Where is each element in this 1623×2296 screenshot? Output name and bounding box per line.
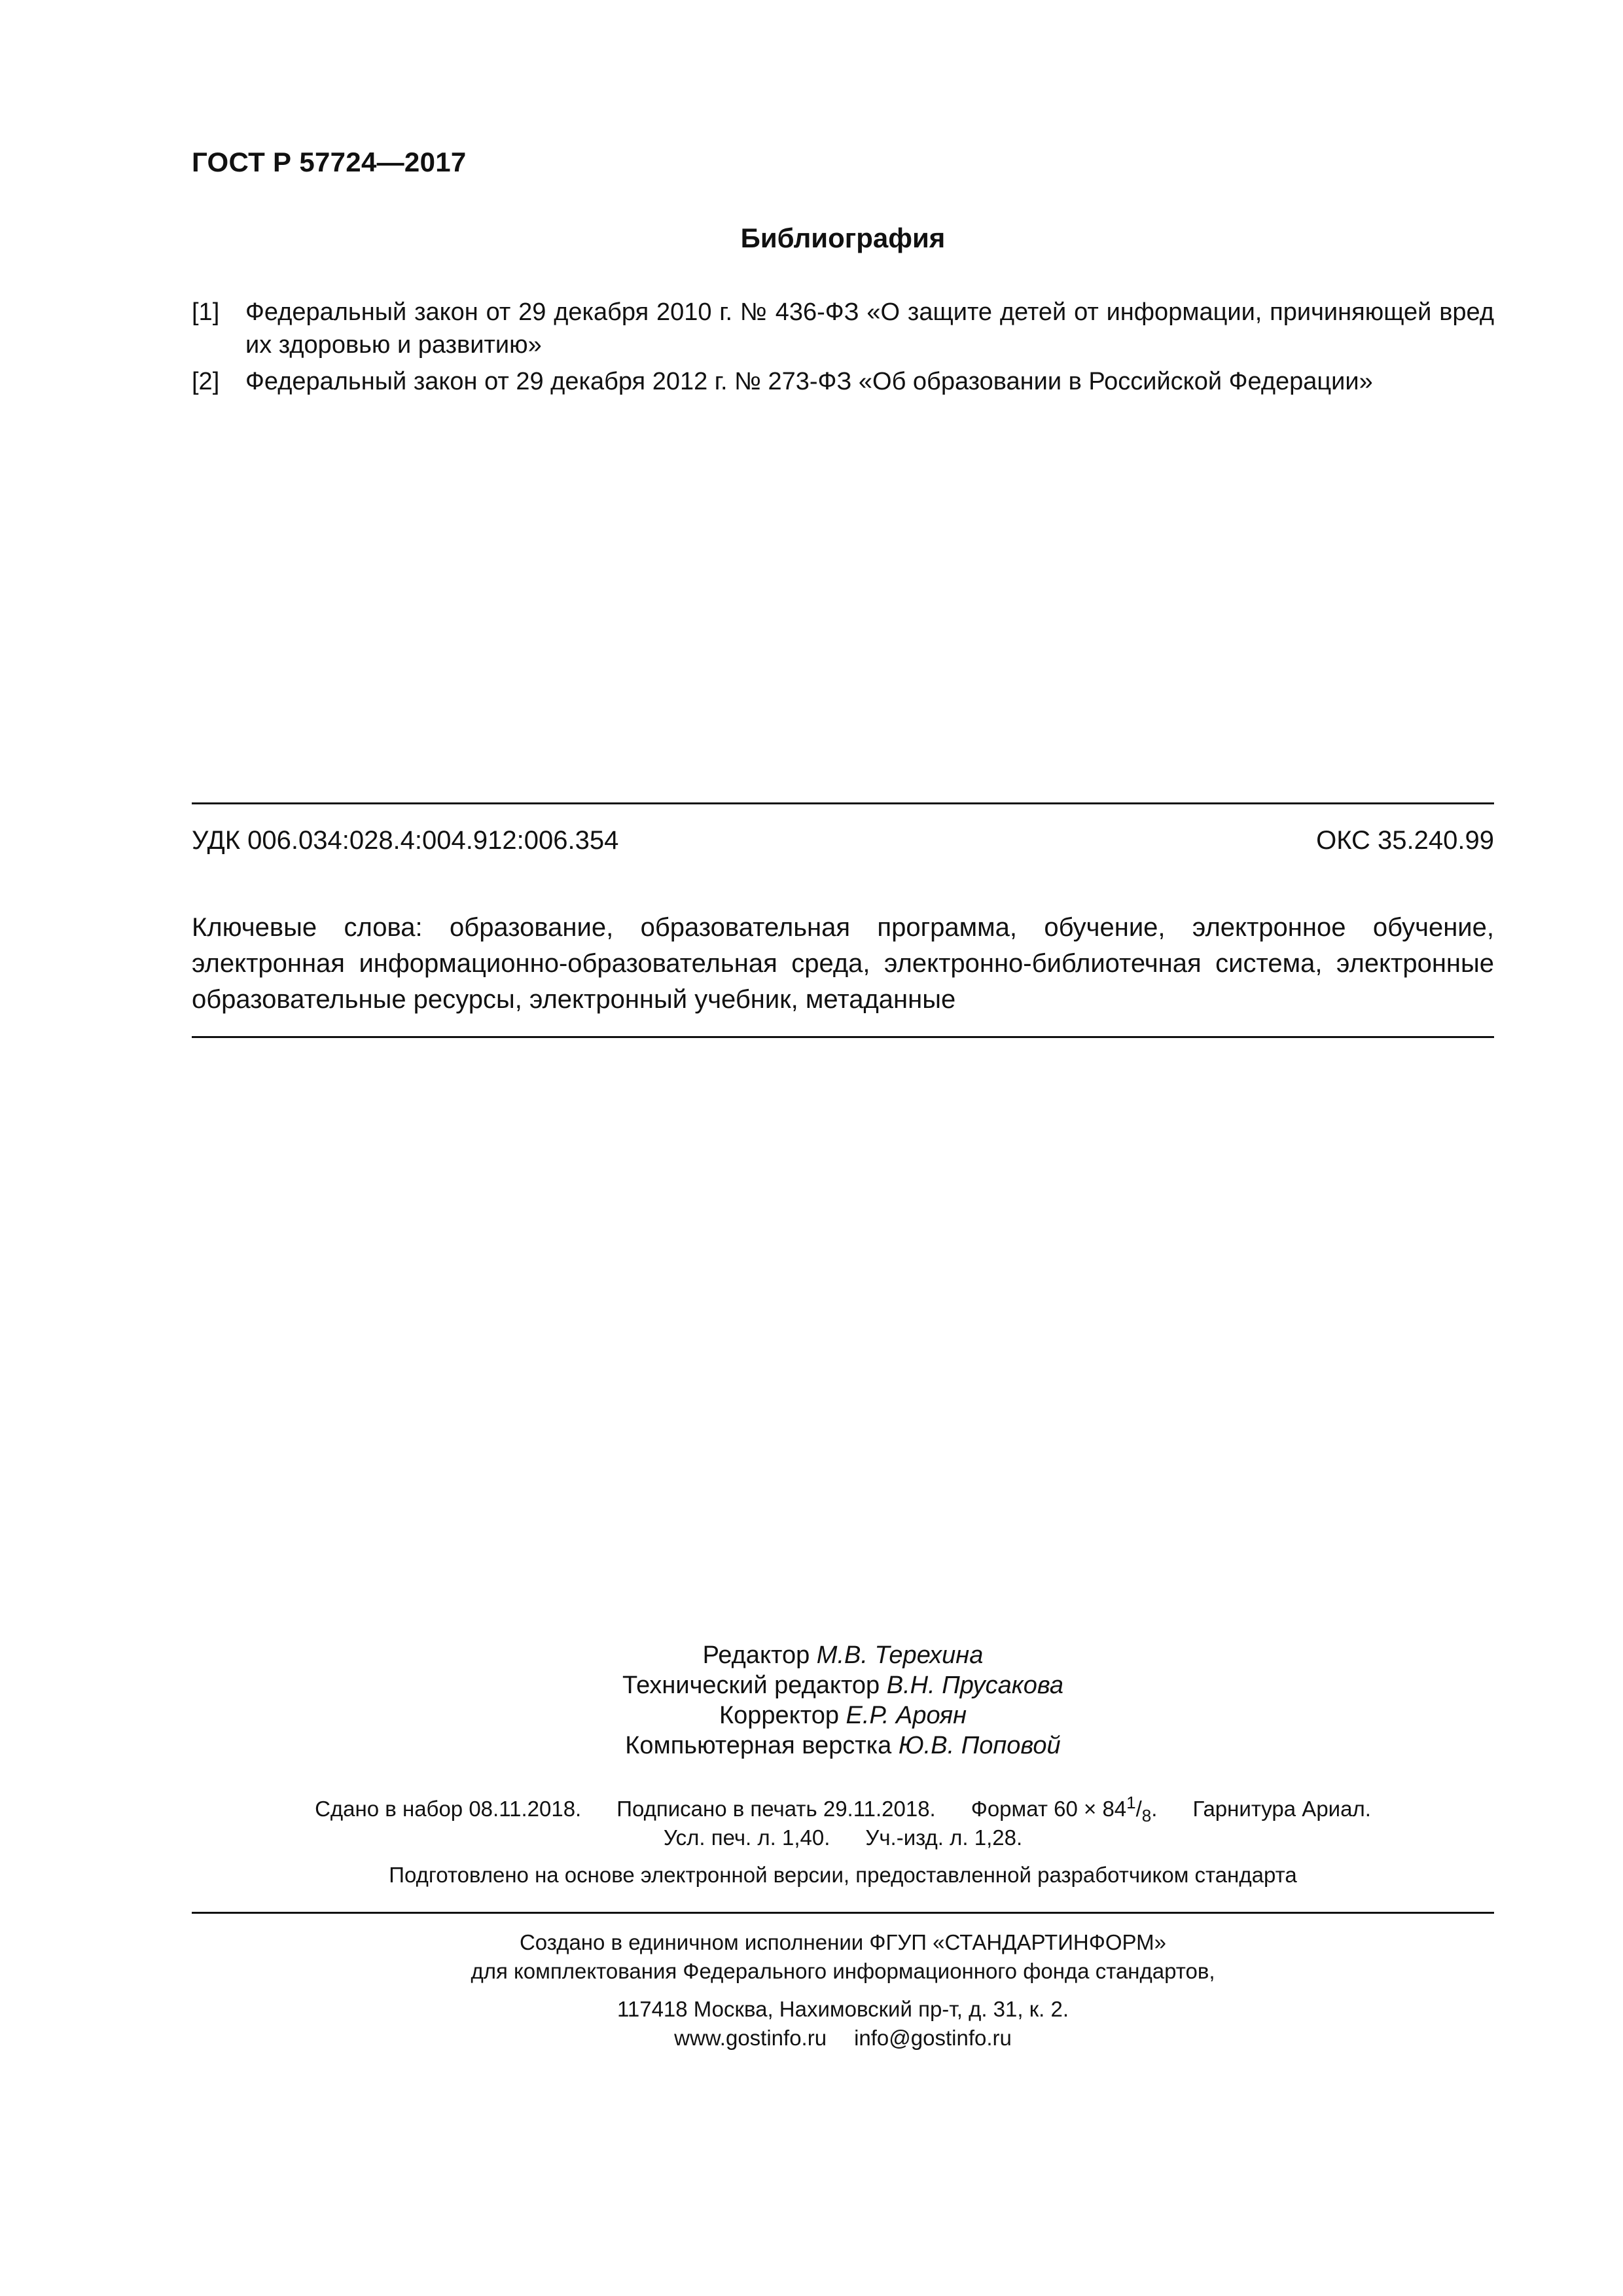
print-sheets: Усл. печ. л. 1,40. — [663, 1825, 830, 1850]
bibliography-list — [192, 296, 1494, 402]
credit-proofreader — [192, 1700, 1494, 1731]
paper-format: Формат $60 \times 84^1/_8$. — [971, 1793, 1158, 1825]
credit-person: Е.Р. Ароян — [846, 1702, 967, 1729]
standard-number: ГОСТ Р 57724—2017 — [192, 147, 467, 177]
submitted-date: Сдано в набор 08.11.2018. — [315, 1797, 582, 1821]
publisher-address: 117418 Москва, Нахимовский пр-т, д. 31, к. 2. — [616, 1997, 1069, 2021]
editorial-credits — [192, 1640, 1494, 1761]
typeface: Гарнитура Ариал. — [1192, 1797, 1371, 1821]
publisher-line-2: для комплектования Федерального информационного фонда стандартов, — [471, 1959, 1215, 1983]
publisher-email: info@gostinfo.ru — [854, 2026, 1012, 2050]
credit-role: Редактор — [702, 1641, 810, 1669]
bibliography-item-number: [1] — [192, 298, 220, 326]
keywords-paragraph: Ключевые слова: образование, образовательная программа, обучение, электронное обучение, электронная информационно-образовательная среда, электронно-библиотечная система, электронные образовательные ресурсы, электронный учебник, метаданные — [192, 913, 1494, 1014]
bibliography-item-number: [2] — [192, 368, 220, 395]
credit-person: Ю.В. Поповой — [898, 1732, 1061, 1759]
classification-row — [192, 826, 1494, 855]
oks-code: ОКС 35.240.99 — [1316, 826, 1494, 855]
publisher-contacts — [192, 2024, 1494, 2053]
credit-technical-editor — [192, 1670, 1494, 1700]
print-details — [192, 1795, 1494, 1852]
credit-layout — [192, 1731, 1494, 1761]
bibliography-title: Библиография — [740, 223, 946, 253]
divider-bottom — [192, 1912, 1494, 1914]
publisher-line-1: Создано в единичном исполнении ФГУП «СТАНДАРТИНФОРМ» — [519, 1930, 1167, 1954]
divider-middle — [192, 1036, 1494, 1038]
prepared-note: Подготовлено на основе электронной версии, предоставленной разработчиком стандарта — [389, 1863, 1297, 1887]
print-details-line-1 — [192, 1795, 1494, 1823]
bibliography-item — [192, 365, 1494, 398]
bibliography-item-text: Федеральный закон от 29 декабря 2012 г. № 273-ФЗ «Об образовании в Российской Федерации» — [245, 368, 1373, 395]
bibliography-item — [192, 296, 1494, 361]
publ-sheets: Уч.-изд. л. 1,28. — [865, 1825, 1023, 1850]
credit-person: В.Н. Прусакова — [886, 1672, 1063, 1699]
publisher-info — [192, 1928, 1494, 2053]
credit-person: М.В. Терехина — [816, 1641, 984, 1669]
credit-role: Компьютерная верстка — [625, 1732, 892, 1759]
credit-role: Корректор — [719, 1702, 839, 1729]
publisher-website: www.gostinfo.ru — [674, 2026, 827, 2050]
credit-editor — [192, 1640, 1494, 1670]
credit-role: Технический редактор — [622, 1672, 880, 1699]
signed-date: Подписано в печать 29.11.2018. — [616, 1797, 936, 1821]
print-details-line-2 — [192, 1823, 1494, 1852]
divider-top — [192, 802, 1494, 804]
udk-code: УДК 006.034:028.4:004.912:006.354 — [192, 826, 619, 855]
bibliography-item-text: Федеральный закон от 29 декабря 2010 г. № 436-ФЗ «О защите детей от информации, причиняющей вред их здоровью и развитию» — [245, 298, 1494, 359]
